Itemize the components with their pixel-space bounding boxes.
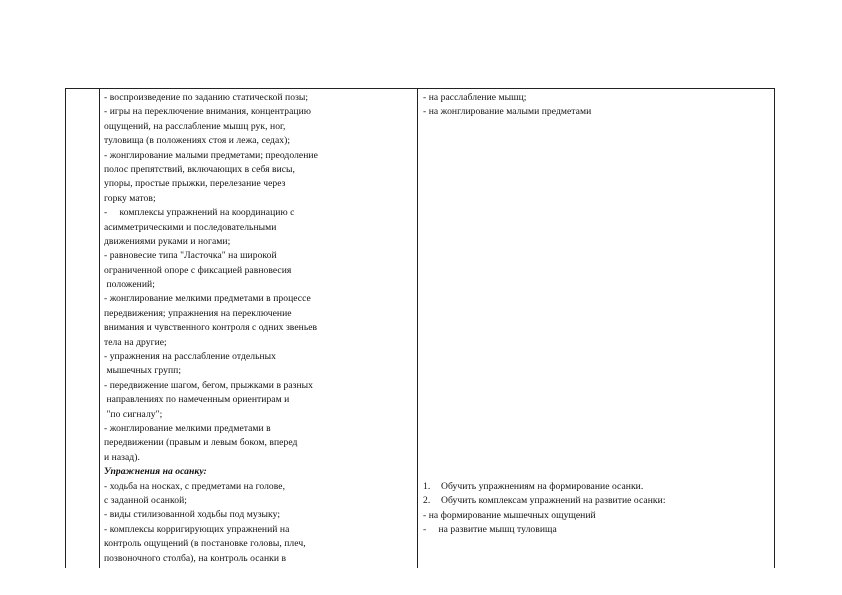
text-line: - воспроизведение по заданию статической позы; [104, 92, 309, 103]
text-line: - равновесие типа "Ласточка" на широкой [104, 250, 277, 262]
item-number: 2. [423, 495, 431, 507]
text-line: передвижении (правым и левым боком, вперед [104, 437, 298, 449]
numbered-item [423, 494, 773, 508]
text-line: передвижения; упражнения на переключение [104, 307, 292, 319]
text-line: "по сигналу"; [104, 408, 163, 420]
text-line: с заданной осанкой; [104, 494, 187, 506]
text-line: - комплексы упражнений на координацию с [104, 207, 295, 219]
text-line: положений; [104, 279, 155, 291]
text-line: позвоночного столба), на контроль осанки в [104, 552, 287, 564]
text-line: ограниченной опоре с фиксацией равновесия [104, 264, 292, 276]
item-text: Обучить комплексам упражнений на развитие осанки: [441, 495, 666, 507]
text-line: туловища (в положениях стоя и лежа, седах); [104, 135, 291, 147]
text-line: контроль ощущений (в постановке головы, плеч, [104, 538, 306, 550]
blank-space [423, 120, 773, 480]
text-line: - передвижение шагом, бегом, прыжками в разных [104, 379, 313, 391]
text-line: - комплексы корригирующих упражнений на [104, 523, 290, 535]
text-line: - виды стилизованной ходьбы под музыку; [104, 509, 281, 521]
text-line: - жонглирование мелкими предметами в процессе [104, 293, 311, 305]
text-line: - жонглирование малыми предметами; преодоление [104, 149, 318, 161]
text-line: - на развитие мышц туловища [423, 523, 557, 535]
column-divider-1 [99, 89, 100, 568]
text-line: тела на другие; [104, 336, 167, 348]
numbered-item [423, 480, 773, 494]
text-line: и назад). [104, 451, 140, 463]
text-line: - на формирование мышечных ощущений [423, 509, 596, 521]
text-line: - жонглирование мелкими предметами в [104, 422, 271, 434]
text-line: ощущений, на расслабление мышц рук, ног, [104, 120, 286, 132]
section-heading: Упражнения на осанку: [104, 466, 207, 478]
text-line: полос препятствий, включающих в себя висы, [104, 163, 296, 175]
right-column [423, 91, 773, 537]
column-divider-2 [417, 89, 418, 568]
item-text: Обучить упражнениям на формирование осанки. [441, 480, 644, 492]
middle-column [104, 91, 414, 566]
text-line: горку матов; [104, 192, 156, 204]
text-line: - ходьба на носках, с предметами на голове, [104, 480, 286, 492]
item-number: 1. [423, 480, 431, 492]
text-line: направлениях по намеченным ориентирам и [104, 394, 290, 406]
text-line: - на расслабление мышц; [423, 92, 527, 103]
text-line: движениями руками и ногами; [104, 235, 231, 247]
text-line: мышечных групп; [104, 365, 182, 377]
text-line: асимметрическими и последовательными [104, 221, 277, 233]
text-line: упоры, простые прыжки, перелезание через [104, 178, 286, 190]
text-line: внимания и чувственного контроля с одних звеньев [104, 322, 318, 334]
text-line: - игры на переключение внимания, концентрацию [104, 106, 312, 118]
text-line: - на жонглирование малыми предметами [423, 106, 592, 118]
text-line: - упражнения на расслабление отдельных [104, 351, 277, 363]
table-frame [65, 88, 775, 568]
